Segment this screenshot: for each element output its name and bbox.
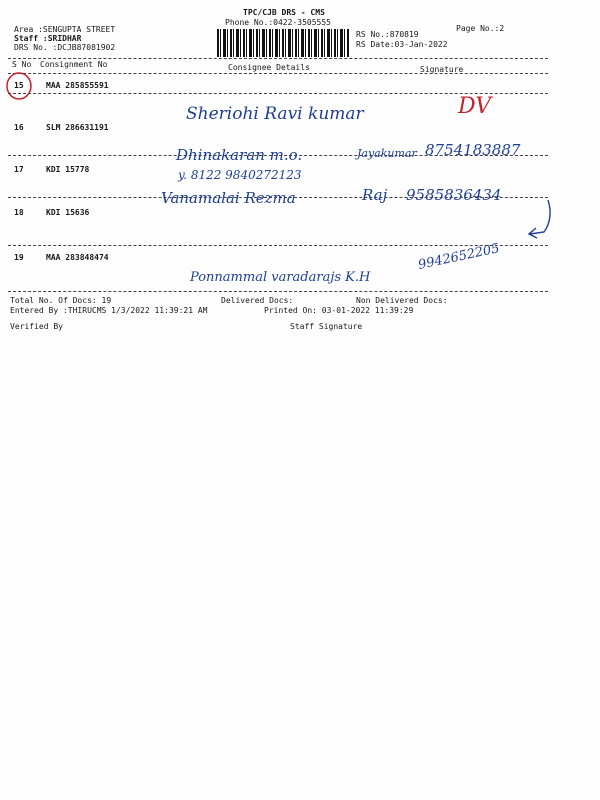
row-17-handwritten-note: y. 8122 9840272123 — [178, 168, 302, 182]
row-19-sno: 19 — [14, 253, 24, 262]
row-18-handwritten-name: Vanamalai Rezma — [161, 189, 296, 207]
row-16-sno: 16 — [14, 123, 24, 132]
row-17-consignment: KDI 15778 — [46, 165, 90, 174]
document-title: TPC/CJB DRS - CMS — [243, 8, 325, 17]
row-19-handwritten-phone: 9942652205 — [416, 241, 501, 273]
row-18-handwritten-phone: 9585836434 — [406, 186, 502, 204]
rs-number: RS No.:870819 — [356, 30, 419, 39]
col-signature: Signature — [420, 65, 464, 74]
staff-label: Staff :SRIDHAR — [14, 34, 82, 43]
row-18-consignment: KDI 15636 — [46, 208, 90, 217]
handwritten-arrow-icon — [520, 198, 556, 242]
row-17-handwritten-name: Dhinakaran m.o. — [176, 146, 303, 164]
row-16-handwritten-name: Sheriohi Ravi kumar — [186, 104, 364, 124]
row-17-handwritten-receiver: Jayakumar — [357, 147, 417, 160]
delivered-docs: Delivered Docs: — [221, 296, 294, 305]
area-label: Area :SENGUPTA STREET — [14, 25, 116, 34]
verified-by: Verified By — [10, 322, 63, 331]
col-consignment-no: Consignment No — [40, 60, 108, 69]
header-rule-top — [8, 58, 548, 59]
entered-by: Entered By :THIRUCMS 1/3/2022 11:39:21 AM — [10, 306, 208, 315]
row-18-handwritten-receiver: Raj — [362, 186, 388, 204]
header-rule-bottom — [8, 73, 548, 74]
row-17-handwritten-phone: 8754183887 — [425, 141, 521, 159]
total-docs: Total No. Of Docs: 19 — [10, 296, 112, 305]
row-17-sno: 17 — [14, 165, 24, 174]
drs-number: DRS No. :DCJB87081902 — [14, 43, 116, 52]
row-15-consignment: MAA 285855591 — [46, 81, 109, 90]
row-rule — [8, 245, 548, 246]
row-rule — [8, 291, 548, 292]
row-16-consignment: SLM 286631191 — [46, 123, 109, 132]
phone-number: Phone No.:0422-3505555 — [225, 18, 331, 27]
row-19-handwritten-name: Ponnammal varadarajs K.H — [190, 270, 371, 285]
row-16-handwritten-mark: DV — [458, 94, 492, 119]
page-number: Page No.:2 — [456, 24, 505, 33]
col-consignee-details: Consignee Details — [228, 63, 310, 72]
staff-signature: Staff Signature — [290, 322, 363, 331]
row-18-sno: 18 — [14, 208, 24, 217]
printed-on: Printed On: 03-01-2022 11:39:29 — [264, 306, 414, 315]
row-15-sno: 15 — [14, 81, 24, 90]
col-s-no: S No — [12, 60, 32, 69]
row-19-consignment: MAA 283848474 — [46, 253, 109, 262]
rs-date: RS Date:03-Jan-2022 — [356, 40, 448, 49]
non-delivered-docs: Non Delivered Docs: — [356, 296, 448, 305]
barcode — [217, 29, 350, 57]
